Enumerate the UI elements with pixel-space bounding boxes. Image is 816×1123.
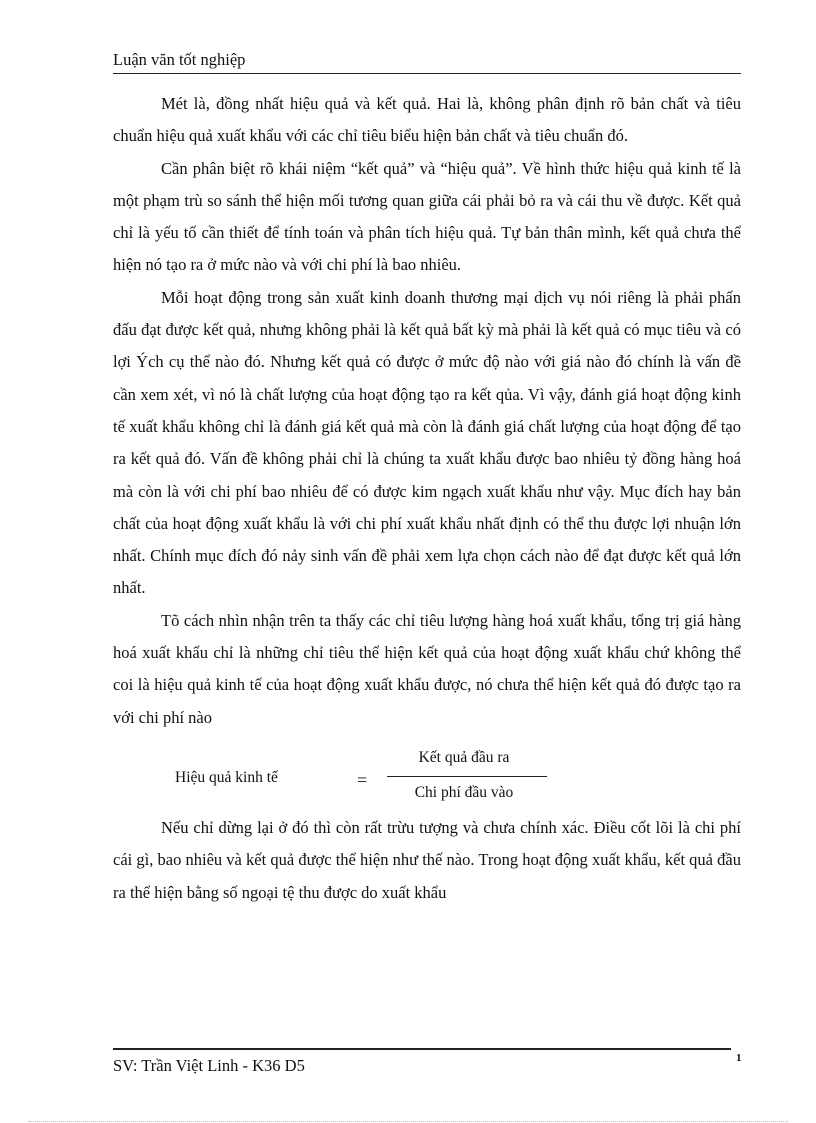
paragraph-4: Tõ cách nhìn nhận trên ta thấy các chỉ tiêu lượng hàng hoá xuất khẩu, tổng trị giá hàng hoá xuất khẩu chỉ là những chỉ tiêu thể hiện kết quả của hoạt động xuất khẩu chứ không thể coi là hiệu quả kinh tế của hoạt động xuất khẩu được, nó chưa thể hiện kết quả đó được tạo ra với chi phí nào: [113, 610, 741, 727]
body-text: [113, 88, 741, 909]
page-edge: [28, 1121, 788, 1122]
formula-denominator: Chi phí đầu vào: [414, 783, 514, 801]
running-header: Luận văn tốt nghiệp: [113, 50, 741, 74]
footer-rule: [113, 1048, 731, 1050]
formula-equals: =: [357, 769, 368, 790]
formula-numerator: Kết quả đầu ra: [418, 748, 510, 766]
page-number: 1: [736, 1052, 742, 1064]
paragraph-2: Cần phân biệt rõ khái niệm “kết quả” và “hiệu quả”. Về hình thức hiệu quả kinh tế là một phạm trù so sánh thể hiện mối tương quan giữa cái phải bỏ ra và cái thu về được. Kết quả chỉ là yếu tố cần thiết để tính toán và phân tích hiệu quả. Tự bản thân mình, kết quả chưa thể hiện nó tạo ra ở mức nào và với chi phí là bao nhiêu.: [113, 158, 741, 275]
paragraph-5: Nếu chỉ dừng lại ở đó thì còn rất trừu tượng và chưa chính xác. Điều cốt lõi là chi phí cái gì, bao nhiêu và kết quả được thể hiện như thế nào. Trong hoạt động xuất khẩu, kết quả đầu ra thể hiện bằng số ngoại tệ thu được do xuất khẩu: [113, 817, 741, 902]
paragraph-3: Mỗi hoạt động trong sản xuất kinh doanh thương mại dịch vụ nói riêng là phải phấn đấu đạt được kết quả, nhưng không phải là kết quả bất kỳ mà phải là kết quả có mục tiêu và có lợi Ých cụ thể nào đó. Nhưng kết quả có được ở mức độ nào với giá nào đó chính là vấn đề cần xem xét, vì nó là chất lượng của hoạt động tạo ra kết qủa. Vì vậy, đánh giá hoạt động kinh tế xuất khẩu không chỉ là đánh giá kết quả mà còn là đánh giá chất lượng của hoạt động để tạo ra kết quả đó. Vấn đề không phải chỉ là chúng ta xuất khẩu được bao nhiêu tỷ đồng hàng hoá mà còn là với chi phí bao nhiêu để có được kim ngạch xuất khẩu như vậy. Mục đích hay bản chất của hoạt động xuất khẩu là với chi phí xuất khẩu nhất định có thể thu được lợi nhuận lớn nhất. Chính mục đích đó nảy sinh vấn đề phải xem lựa chọn cách nào để đạt được kết quả lớn nhất.: [113, 287, 741, 598]
formula-label: Hiệu quả kinh tế: [175, 768, 278, 786]
efficiency-formula: [113, 748, 741, 812]
fraction-bar: [387, 776, 547, 777]
footer-author: SV: Trần Việt Linh - K36 D5: [113, 1056, 305, 1075]
paragraph-1: Mét là, đồng nhất hiệu quả và kết quả. Hai là, không phân định rõ bản chất và tiêu chuẩn hiệu quả xuất khẩu với các chỉ tiêu biểu hiện bản chất và tiêu chuẩn đó.: [113, 94, 741, 146]
